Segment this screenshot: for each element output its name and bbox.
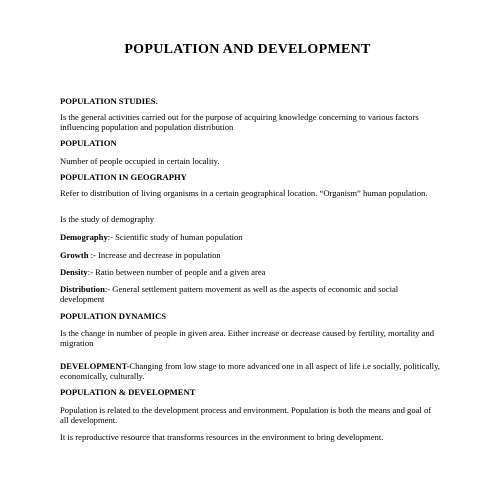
heading-population-and-development: POPULATION & DEVELOPMENT — [60, 387, 196, 397]
definition-density — [60, 267, 440, 277]
definition-distribution — [60, 284, 440, 304]
definition-demography — [60, 232, 440, 242]
paragraph-population-in-geography: Refer to distribution of living organisms in a certain geographical location. “Organism” human population. — [60, 188, 428, 198]
term-density: Density — [60, 267, 88, 277]
definition-distribution-text: :- General settlement pattern movement as well as the aspects of economic and social development — [60, 284, 399, 305]
definition-growth — [60, 250, 440, 260]
term-development: DEVELOPMENT- — [60, 361, 130, 371]
paragraph-population-and-development: Population is related to the development process and environment. Population is both the means and goal of all development. — [60, 405, 432, 426]
heading-population-studies: POPULATION STUDIES. — [60, 96, 158, 106]
heading-population-dynamics: POPULATION DYNAMICS — [60, 311, 167, 321]
term-distribution: Distribution — [60, 284, 105, 294]
paragraph-population-dynamics: Is the change in number of people in given area. Either increase or decrease caused by fertility, mortality and migration — [60, 328, 435, 349]
term-demography: Demography — [60, 232, 108, 242]
definition-density-text: :- Ratio between number of people and a given area — [87, 267, 266, 277]
definition-development — [60, 361, 440, 381]
definition-growth-text: :- Increase and decrease in population — [88, 250, 221, 260]
definition-development-text: Changing from low stage to more advanced one in all aspect of life i.e socially, politically, economically, culturally. — [60, 361, 440, 382]
paragraph-population-studies: Is the general activities carried out for the purpose of acquiring knowledge concerning to various factors influencing population and population distribution — [60, 112, 419, 133]
paragraph-reproductive-resource: It is reproductive resource that transforms resources in the environment to bring development. — [60, 432, 384, 442]
term-growth: Growth — [60, 250, 89, 260]
definition-demography-text: :- Scientific study of human population — [107, 232, 243, 242]
paragraph-population: Number of people occupied in certain locality. — [60, 156, 220, 166]
heading-population-in-geography: POPULATION IN GEOGRAPHY — [60, 172, 187, 182]
paragraph-study-of-demography: Is the study of demography — [60, 214, 155, 224]
heading-population: POPULATION — [60, 138, 117, 148]
document-title: POPULATION AND DEVELOPMENT — [124, 42, 371, 57]
